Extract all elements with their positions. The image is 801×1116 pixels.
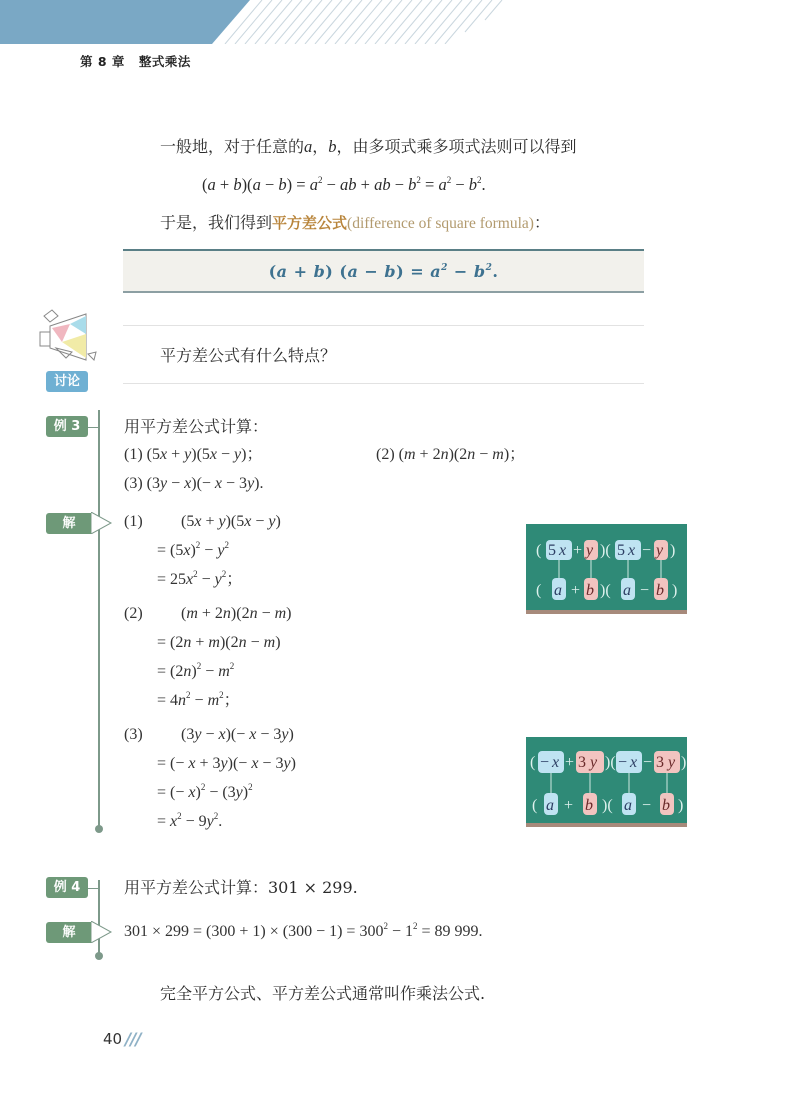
svg-text:a: a: [546, 797, 554, 814]
svg-text:b: b: [656, 582, 664, 599]
discussion-badge: 讨论: [46, 371, 88, 392]
difference-of-squares-formula: (a + b) $(a - b) = a^2 - b^2$.: [268, 261, 499, 281]
svg-text:+: +: [571, 582, 581, 599]
example3-problem-3: (3) (3y − x)(− x − 3y).: [124, 475, 264, 492]
conclusion-sentence: 于是，我们得到平方差公式(difference of square formula)：: [160, 213, 550, 232]
closing-sentence: 完全平方公式、平方差公式通常叫作乘法公式.: [160, 984, 486, 1003]
svg-text:−: −: [643, 754, 653, 771]
example3-timeline: [98, 410, 100, 830]
svg-text:(: (: [536, 582, 542, 599]
example4-timeline-end: [95, 952, 103, 960]
svg-text:): ): [681, 754, 687, 771]
solution-1-step-2: = $(5x)^2 - y^2$: [157, 540, 229, 559]
example4-timeline: [98, 880, 100, 955]
term-difference-of-squares: 平方差公式: [272, 214, 348, 232]
solution-3-label: (3): [124, 726, 143, 743]
svg-text:(: (: [530, 754, 536, 771]
svg-text:5: 5: [548, 542, 556, 559]
svg-text:5: 5: [617, 542, 625, 559]
chapter-title: 整式乘法: [138, 54, 191, 69]
solution-2-label: (2): [124, 605, 143, 622]
svg-text:x: x: [628, 542, 636, 559]
derivation-equation: $(a + b)(a - b) = a^2$ − ab + ab − $b^2 = a^2 - b^2$.: [202, 175, 486, 194]
page-decoration-slashes: ///: [125, 1030, 141, 1050]
svg-text:): ): [670, 542, 676, 559]
solution-1-label: (1): [124, 513, 143, 530]
svg-text:y: y: [590, 754, 598, 771]
svg-text:−: −: [642, 542, 652, 559]
example3-problem-1: (1) (5x + y)(5x − y)；: [124, 446, 263, 463]
svg-text:)(: )(: [602, 797, 613, 814]
example3-prompt: 用平方差公式计算：: [124, 417, 269, 436]
chalkboard-diagram-1: [526, 524, 687, 614]
example4-badge: 例 4: [46, 877, 88, 898]
svg-text:(: (: [536, 542, 542, 559]
example3-problem-2: (2) (m + 2n)(2n − m)；: [376, 446, 526, 463]
svg-text:+: +: [564, 797, 574, 814]
svg-text:−: −: [618, 754, 628, 771]
example3-tick: [88, 427, 98, 428]
chalkboard-diagram-2: [526, 737, 687, 827]
example4-tick: [88, 888, 98, 889]
svg-text:): ): [678, 797, 684, 814]
svg-text:−: −: [540, 754, 550, 771]
example3-badge: 例 3: [46, 416, 88, 437]
solution-2-step-1: (m + 2n)(2n − m): [181, 605, 292, 622]
svg-text:b: b: [586, 582, 594, 599]
chapter-label: 第 8 章: [80, 54, 125, 69]
example3-solution-badge: 解: [46, 513, 92, 534]
svg-text:a: a: [554, 582, 562, 599]
discussion-megaphone-icon: [36, 308, 106, 368]
svg-text:(: (: [532, 797, 538, 814]
example4-solution: $301 \times 299 = (300 + 1) \times (300 - 1) = 300^2 - 1^2 = 89$ 999.: [124, 921, 483, 940]
svg-text:a: a: [623, 582, 631, 599]
solution-2-step-3: = $(2n)^2 - m^2$: [157, 661, 235, 680]
svg-text:x: x: [559, 542, 567, 559]
header-banner: [0, 0, 801, 44]
example4-prompt: 用平方差公式计算：301 × 299.: [124, 878, 358, 897]
solution-arrow-icon: [91, 512, 113, 534]
solution-1-step-1: (5x + y)(5x − y): [181, 513, 281, 530]
intro-sentence: 一般地，对于任意的a，b，由多项式乘多项式法则可以得到: [160, 137, 577, 156]
formula-box: [123, 249, 644, 293]
svg-text:)(: )(: [600, 582, 611, 599]
example3-timeline-end: [95, 825, 103, 833]
example4-solution-badge: 解: [46, 922, 92, 943]
svg-text:b: b: [585, 797, 593, 814]
solution-arrow-icon: [91, 921, 113, 943]
svg-text:b: b: [662, 797, 670, 814]
svg-text:y: y: [668, 754, 676, 771]
svg-text:y: y: [656, 542, 664, 559]
term-english: (difference of square formula): [347, 215, 534, 232]
svg-text:)(: )(: [605, 754, 616, 771]
solution-2-step-2: = (2n + m)(2n − m): [157, 634, 281, 651]
page-number: 40: [103, 1030, 123, 1048]
svg-text:−: −: [642, 797, 652, 814]
svg-text:3: 3: [578, 754, 586, 771]
svg-text:3: 3: [656, 754, 664, 771]
divider-bottom: [123, 383, 644, 384]
svg-text:+: +: [565, 754, 575, 771]
svg-text:): ): [672, 582, 678, 599]
svg-text:)(: )(: [600, 542, 611, 559]
solution-3-step-3: = (− $x)^2 - (3y)^2$: [157, 782, 253, 801]
chapter-heading: [80, 52, 191, 70]
solution-2-step-4: = $4n^2 - m^2$；: [157, 690, 240, 709]
svg-text:+: +: [573, 542, 583, 559]
solution-1-step-3: = $25x^2 - y^2$；: [157, 569, 243, 588]
svg-text:a: a: [624, 797, 632, 814]
svg-text:x: x: [630, 754, 638, 771]
solution-3-step-1: (3y − x)(− x − 3y): [181, 726, 294, 743]
divider-top: [123, 325, 644, 326]
svg-text:−: −: [640, 582, 650, 599]
svg-text:y: y: [586, 542, 594, 559]
solution-3-step-4: = $x^2 - 9y^2$.: [157, 811, 223, 830]
solution-3-step-2: = (− x + 3y)(− x − 3y): [157, 755, 296, 772]
svg-text:x: x: [552, 754, 560, 771]
discussion-question: 平方差公式有什么特点？: [160, 346, 337, 365]
